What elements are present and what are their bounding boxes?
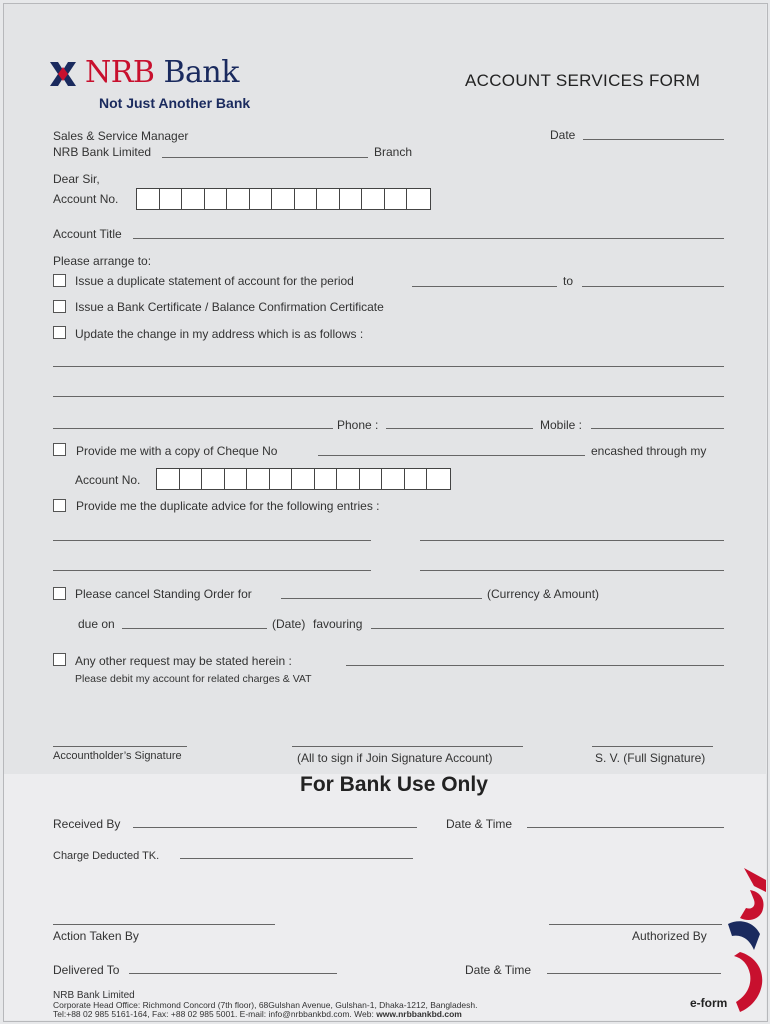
recipient-bank: NRB Bank Limited <box>53 145 152 159</box>
currency-amount-label: (Currency & Amount) <box>487 587 600 601</box>
received-by-label: Received By <box>53 817 121 831</box>
accountholder-signature-line[interactable] <box>53 746 187 747</box>
period-from-field[interactable] <box>412 286 557 287</box>
bank-certificate-label: Issue a Bank Certificate / Balance Confirmation Certificate <box>75 300 384 314</box>
charge-deducted-label: Charge Deducted TK. <box>53 850 160 862</box>
date-time-field-1[interactable] <box>527 827 724 828</box>
footer-company: NRB Bank Limited <box>53 990 135 1001</box>
brand-decoration-icon <box>726 868 766 1018</box>
duplicate-advice-label: Provide me the duplicate advice for the following entries : <box>76 499 380 513</box>
branch-field[interactable] <box>162 157 368 158</box>
authorized-by-line[interactable] <box>549 924 722 925</box>
bank-tagline: Not Just Another Bank <box>99 95 251 111</box>
eform-label: e-form <box>690 996 728 1010</box>
delivered-to-field[interactable] <box>129 973 337 974</box>
footer-website-link[interactable]: www.nrbbankbd.com <box>376 1009 462 1019</box>
footer-office: Corporate Head Office: Richmond Concord (7th floor), 68Gulshan Avenue, Gulshan-1, Dhaka-1212, Bangladesh. <box>53 1000 478 1010</box>
advice-entry-2[interactable] <box>420 540 724 541</box>
other-request-checkbox[interactable] <box>53 653 66 666</box>
cancel-standing-order-label: Please cancel Standing Order for <box>75 587 252 601</box>
account-no-boxes[interactable] <box>136 188 431 210</box>
cheque-copy-checkbox[interactable] <box>53 443 66 456</box>
action-taken-by-label: Action Taken By <box>53 929 139 943</box>
recipient-title: Sales & Service Manager <box>53 129 189 143</box>
date-time-label-1: Date & Time <box>446 817 513 831</box>
phone-label: Phone : <box>337 418 379 432</box>
date-label: Date <box>550 128 576 142</box>
account-no-label: Account No. <box>53 192 119 206</box>
advice-entry-4[interactable] <box>420 570 724 571</box>
footer-contact <box>53 1009 462 1019</box>
address-line-3[interactable] <box>53 428 333 429</box>
duplicate-statement-checkbox[interactable] <box>53 274 66 287</box>
delivered-to-label: Delivered To <box>53 963 120 977</box>
charge-deducted-field[interactable] <box>180 858 413 859</box>
cheque-account-no-boxes[interactable] <box>156 468 451 490</box>
bank-certificate-checkbox[interactable] <box>53 300 66 313</box>
branch-label: Branch <box>374 145 413 159</box>
favouring-label: favouring <box>313 617 363 631</box>
due-on-field[interactable] <box>122 628 267 629</box>
nrb-logo-icon <box>48 58 78 90</box>
date-time-label-2: Date & Time <box>465 963 532 977</box>
address-change-checkbox[interactable] <box>53 326 66 339</box>
advice-entry-3[interactable] <box>53 570 371 571</box>
address-line-1[interactable] <box>53 366 724 367</box>
authorized-by-label: Authorized By <box>632 929 707 943</box>
account-title-field[interactable] <box>133 238 724 239</box>
sv-signature-label: S. V. (Full Signature) <box>595 751 706 765</box>
form-title: ACCOUNT SERVICES FORM <box>465 71 701 90</box>
cheque-no-field[interactable] <box>318 455 585 456</box>
footer-contact-text: Tel:+88 02 985 5161-164, Fax: +88 02 985 5001. E-mail: info@nrbbankbd.com. Web: <box>53 1009 377 1019</box>
cheque-copy-label: Provide me with a copy of Cheque No <box>76 444 278 458</box>
account-title-label: Account Title <box>53 227 122 241</box>
mobile-field[interactable] <box>591 428 724 429</box>
charges-note: Please debit my account for related charges & VAT <box>75 673 312 685</box>
address-line-2[interactable] <box>53 396 724 397</box>
joint-signature-line[interactable] <box>292 746 523 747</box>
bank-use-heading: For Bank Use Only <box>300 773 488 796</box>
other-request-label: Any other request may be stated herein : <box>75 654 292 668</box>
received-by-field[interactable] <box>133 827 417 828</box>
duplicate-advice-checkbox[interactable] <box>53 499 66 512</box>
address-change-label: Update the change in my address which is as follows : <box>75 327 364 341</box>
sv-signature-line[interactable] <box>592 746 713 747</box>
phone-field[interactable] <box>386 428 533 429</box>
action-taken-line[interactable] <box>53 924 275 925</box>
standing-order-amount-field[interactable] <box>281 598 482 599</box>
cheque-account-no-label: Account No. <box>75 473 141 487</box>
accountholder-signature-label: Accountholder’s Signature <box>53 750 182 762</box>
due-on-label: due on <box>78 617 115 631</box>
joint-signature-label: (All to sign if Join Signature Account) <box>297 751 493 765</box>
date-time-field-2[interactable] <box>547 973 721 974</box>
duplicate-statement-label: Issue a duplicate statement of account for the period <box>75 274 354 288</box>
period-to-field[interactable] <box>582 286 724 287</box>
bank-logo-wordmark: NRB Bank <box>85 55 239 90</box>
greeting: Dear Sir, <box>53 172 100 186</box>
date-paren-label: (Date) <box>272 617 306 631</box>
request-intro: Please arrange to: <box>53 254 152 268</box>
favouring-field[interactable] <box>371 628 724 629</box>
period-to-label: to <box>563 274 574 288</box>
other-request-field[interactable] <box>346 665 724 666</box>
advice-entry-1[interactable] <box>53 540 371 541</box>
mobile-label: Mobile : <box>540 418 583 432</box>
encashed-label: encashed through my <box>591 444 707 458</box>
cancel-standing-order-checkbox[interactable] <box>53 587 66 600</box>
date-field[interactable] <box>583 139 724 140</box>
